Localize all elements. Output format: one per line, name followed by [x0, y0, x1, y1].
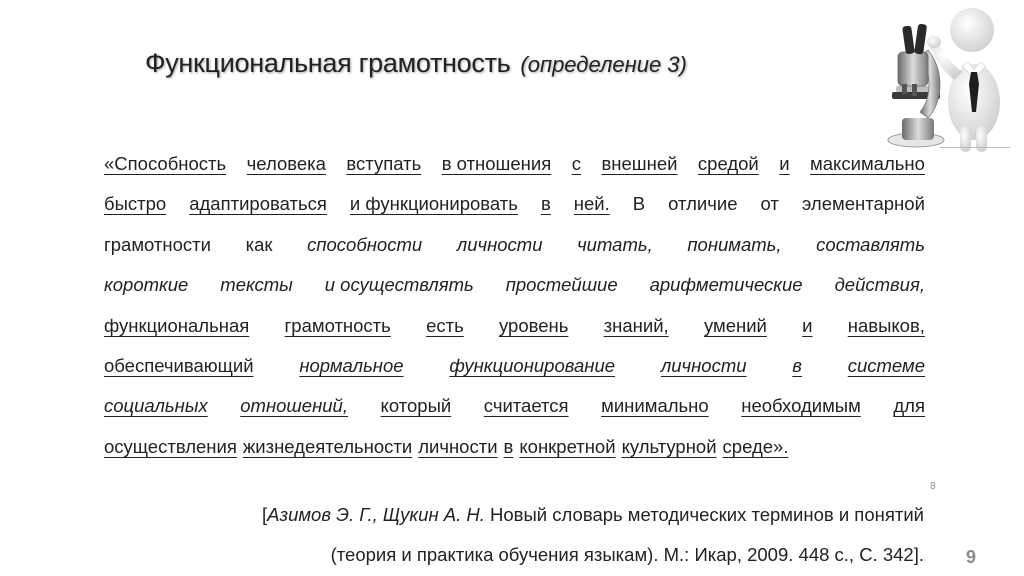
- word: средой: [697, 153, 759, 174]
- definition-line-5: [104, 306, 925, 346]
- word: конкретной: [519, 435, 616, 457]
- word: системе: [847, 354, 925, 376]
- scientist-with-microscope-icon: [884, 0, 1014, 152]
- definition-line-4: [104, 265, 925, 305]
- definition-line-8: [104, 427, 925, 467]
- word: составлять: [816, 233, 925, 255]
- word: функционирование: [449, 354, 616, 376]
- word: нормальное: [299, 354, 404, 376]
- word: личности: [660, 354, 747, 376]
- word: отличие: [668, 193, 738, 215]
- slide-title: [145, 48, 687, 79]
- word: есть: [426, 314, 464, 336]
- word: ней.: [573, 193, 610, 215]
- word: обеспечивающий: [104, 354, 254, 376]
- word: личности: [456, 233, 543, 255]
- word: уровень: [499, 314, 569, 336]
- word: знаний,: [603, 314, 669, 336]
- word: культурной: [621, 435, 717, 457]
- reference-citation: [262, 495, 924, 575]
- word: с: [571, 153, 581, 174]
- word: социальных: [104, 395, 208, 417]
- word: в: [792, 354, 802, 376]
- word: жизнедеятельности: [242, 435, 413, 457]
- word: среде».: [722, 435, 789, 457]
- word: умений: [703, 314, 767, 336]
- word: максимально: [810, 153, 925, 174]
- word: осуществления: [104, 435, 237, 457]
- reference-line-1: [262, 495, 924, 535]
- word: и функционировать: [349, 193, 518, 215]
- word: считается: [483, 395, 569, 417]
- word: личности: [418, 435, 498, 457]
- page-number: 9: [966, 547, 977, 567]
- word: вступать: [346, 153, 422, 174]
- word: отношений,: [240, 395, 348, 417]
- title-main: Функциональная грамотность: [145, 48, 511, 78]
- divider-line: [940, 147, 1010, 148]
- word: и: [779, 153, 790, 174]
- word: «Способность: [104, 153, 227, 174]
- slide-small-number: 8: [930, 481, 936, 492]
- word: элементарной: [801, 193, 925, 215]
- word: человека: [246, 153, 326, 174]
- definition-line-6: [104, 346, 925, 386]
- definition-line-7: [104, 386, 925, 426]
- word: который: [380, 395, 452, 417]
- word: понимать,: [687, 233, 782, 255]
- word: в: [503, 435, 514, 457]
- word: от: [760, 193, 779, 215]
- word: минимально: [601, 395, 709, 417]
- definition-line-1: [104, 144, 925, 184]
- word: простейшие: [505, 274, 618, 296]
- word: как: [245, 233, 273, 255]
- word: в: [540, 193, 551, 215]
- word: функциональная: [104, 314, 250, 336]
- word: в отношения: [441, 153, 552, 174]
- word: тексты: [220, 274, 293, 296]
- reference-line-2: (теория и практика обучения языкам). М.: Икар, 2009. 448 с., С. 342].: [330, 544, 924, 565]
- word: короткие: [104, 274, 189, 296]
- word: способности: [307, 233, 423, 255]
- title-subtitle: (определение 3): [520, 52, 687, 77]
- word: читать,: [577, 233, 653, 255]
- reference-bracket: [: [262, 504, 268, 525]
- word: грамотности: [104, 233, 211, 255]
- word: адаптироваться: [189, 193, 327, 215]
- reference-title: Новый словарь методических терминов и понятий: [484, 504, 924, 525]
- word: быстро: [104, 193, 167, 215]
- word: арифметические: [649, 274, 803, 296]
- word: внешней: [601, 153, 678, 174]
- word: В: [632, 193, 646, 215]
- definition-line-3: [104, 225, 925, 265]
- word: грамотность: [284, 314, 391, 336]
- definition-line-2: [104, 184, 925, 224]
- word: навыков,: [847, 314, 925, 336]
- definition-text: [104, 144, 925, 467]
- word: необходимым: [741, 395, 861, 417]
- word: действия,: [834, 274, 925, 296]
- word: и осуществлять: [324, 274, 474, 296]
- word: и: [802, 314, 813, 336]
- reference-authors: Азимов Э. Г., Щукин А. Н.: [267, 504, 485, 525]
- word: для: [893, 395, 925, 417]
